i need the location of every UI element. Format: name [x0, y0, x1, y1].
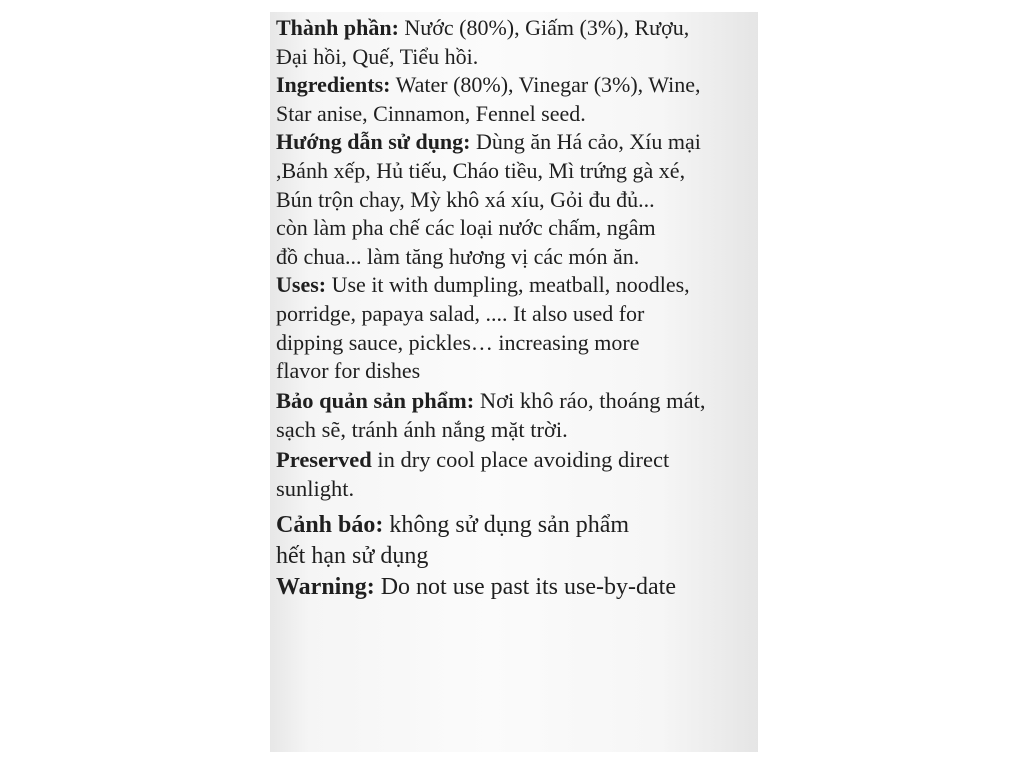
section-thanh-phan: [276, 14, 752, 71]
section-preserved: [276, 445, 752, 504]
section-uses: [276, 271, 752, 385]
canh-bao-text-1: không sử dụng sản phẩm: [383, 511, 630, 538]
uses-heading: Uses:: [276, 272, 327, 298]
huong-dan-text-3: Bún trộn chay, Mỳ khô xá xíu, Gỏi đu đủ...: [276, 186, 655, 212]
bao-quan-heading: Bảo quản sản phẩm:: [276, 387, 475, 413]
section-huong-dan: [276, 128, 752, 271]
canh-bao-heading: Cảnh báo:: [276, 511, 384, 538]
warning-text-1: Do not use past its use-by-date: [374, 573, 676, 600]
section-canh-bao: [276, 510, 752, 572]
section-bao-quan: [276, 386, 752, 445]
huong-dan-text-4: còn làm pha chế các loại nước chấm, ngâm: [276, 215, 656, 241]
preserved-text-2: sunlight.: [276, 476, 355, 502]
huong-dan-line-1: [276, 128, 752, 157]
bao-quan-text-2: sạch sẽ, tránh ánh nắng mặt trời.: [276, 417, 568, 443]
ingredients-heading: Ingredients:: [276, 72, 391, 98]
warning-line-1: [276, 572, 752, 603]
huong-dan-text-1: Dùng ăn Há cảo, Xíu mại: [470, 129, 701, 155]
preserved-heading: Preserved: [276, 446, 372, 472]
ingredients-text-2: Star anise, Cinnamon, Fennel seed.: [276, 100, 586, 126]
huong-dan-text-5: đồ chua... làm tăng hương vị các món ăn.: [276, 243, 640, 269]
canh-bao-text-2: hết hạn sử dụng: [276, 542, 429, 569]
huong-dan-heading: Hướng dẫn sử dụng:: [276, 129, 471, 155]
warning-heading: Warning:: [276, 573, 375, 600]
ingredients-text-1: Water (80%), Vinegar (3%), Wine,: [390, 72, 701, 98]
section-warning: [276, 572, 752, 603]
thanh-phan-text-1: Nước (80%), Giấm (3%), Rượu,: [398, 15, 690, 40]
uses-text-2: porridge, papaya salad, .... It also used for: [276, 300, 645, 326]
bao-quan-text-1: Nơi khô ráo, thoáng mát,: [474, 387, 706, 413]
section-ingredients: [276, 71, 752, 128]
product-label: [270, 12, 758, 752]
uses-text-1: Use it with dumpling, meatball, noodles,: [326, 272, 690, 298]
label-text: [276, 14, 752, 603]
uses-line-1: [276, 271, 752, 300]
thanh-phan-text-2: Đại hồi, Quế, Tiểu hồi.: [276, 43, 479, 69]
huong-dan-text-2: ,Bánh xếp, Hủ tiếu, Cháo tiều, Mì trứng gà xé,: [276, 157, 686, 183]
thanh-phan-line-1: [276, 14, 752, 43]
preserved-line-1: [276, 445, 752, 475]
preserved-text-1: in dry cool place avoiding direct: [371, 446, 670, 472]
uses-text-3: dipping sauce, pickles… increasing more: [276, 329, 640, 355]
bao-quan-line-1: [276, 386, 752, 416]
ingredients-line-1: [276, 71, 752, 100]
uses-text-4: flavor for dishes: [276, 358, 421, 384]
canh-bao-line-1: [276, 510, 752, 541]
thanh-phan-heading: Thành phần:: [276, 15, 399, 40]
